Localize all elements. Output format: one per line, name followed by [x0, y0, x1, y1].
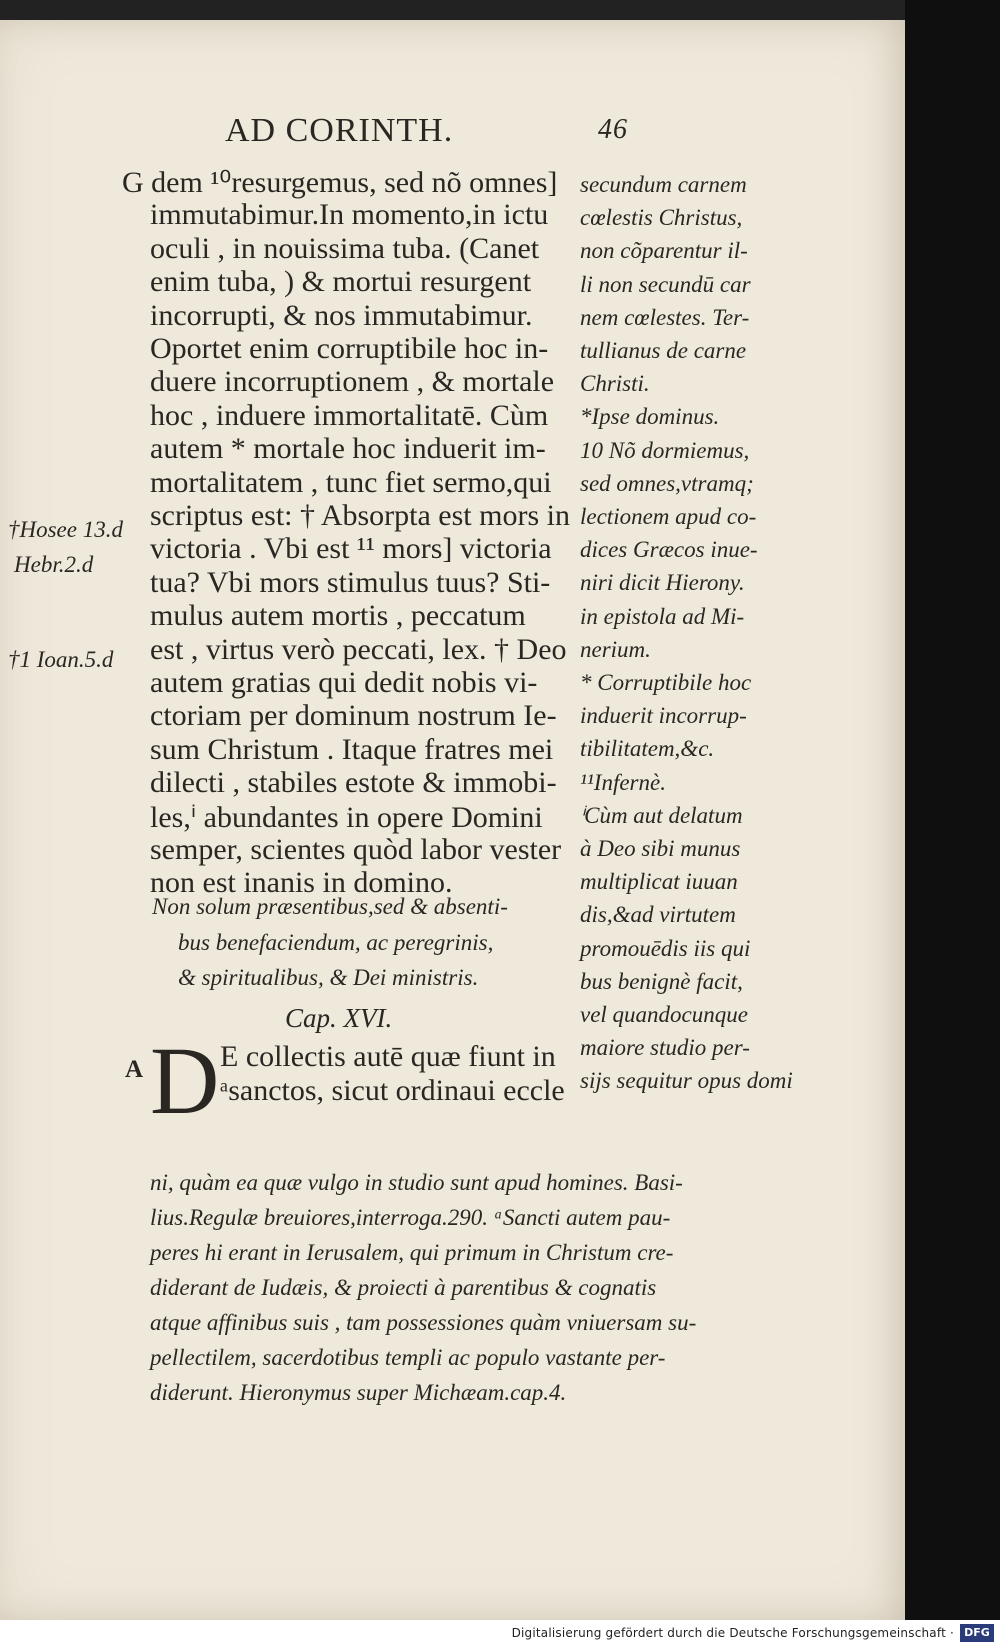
side-note-line: li non secundū car	[580, 271, 751, 297]
side-note-line: niri dicit Hierony.	[580, 570, 745, 596]
side-note-line: cœlestis Christus,	[580, 205, 743, 231]
main-text-line: semper, scientes quòd labor vester	[150, 833, 562, 866]
running-header-title: AD CORINTH.	[225, 112, 454, 149]
main-text-line: mulus autem mortis , peccatum	[150, 599, 526, 633]
side-note-line: non cõparentur il-	[580, 238, 748, 264]
side-note-line: vel quandocunque	[580, 1002, 748, 1027]
bottom-note-line: peres hi erant in Ierusalem, qui primum in Christum cre-	[150, 1240, 674, 1265]
main-text-line: autem gratias qui dedit nobis vi-	[150, 666, 538, 699]
side-note-line: multiplicat iuuan	[580, 869, 738, 895]
book-page	[0, 20, 905, 1620]
main-text-line: G dem ¹⁰resurgemus, sed nõ omnes]	[122, 166, 558, 199]
scan-right-border	[905, 0, 1000, 1620]
main-text-line: ctoriam per dominum nostrum Ie-	[150, 699, 557, 733]
side-note-line: secundum carnem	[580, 172, 747, 197]
side-note-line: dis,&ad virtutem	[580, 902, 736, 928]
bottom-note-line: ni, quàm ea quæ vulgo in studio sunt apud homines. Basi-	[150, 1170, 683, 1195]
side-note-line: in epistola ad Mi-	[580, 603, 745, 629]
chapter-line-2: ᵃsanctos, sicut ordinaui eccle	[220, 1074, 565, 1107]
margin-ref-hebrews: Hebr.2.d	[14, 552, 94, 577]
main-text-line: dilecti , stabiles estote & immobi-	[150, 766, 557, 800]
bottom-note-line: lius.Regulæ breuiores,interroga.290. ᵃSancti autem pau-	[150, 1205, 671, 1230]
side-note-line: ¹¹Infernè.	[580, 769, 666, 795]
main-text-line: immutabimur.In momento,in ictu	[150, 198, 549, 232]
side-note-line: bus benignè facit,	[580, 968, 743, 994]
main-text-line: scriptus est: † Absorpta est mors in	[150, 499, 570, 532]
side-note-line: * Corruptibile hoc	[580, 670, 752, 695]
main-text-line: oculi , in nouissima tuba. (Canet	[150, 231, 540, 265]
bottom-note-line: atque affinibus suis , tam possessiones quàm vniuersam su-	[150, 1310, 697, 1335]
drop-capital: D	[150, 1027, 220, 1134]
bottom-note-line: diderant de Iudæis, & proiecti à parentibus & cognatis	[150, 1275, 657, 1300]
side-note-line: nerium.	[580, 636, 651, 662]
main-text-line: autem * mortale hoc induerit im-	[150, 432, 546, 466]
side-note-line: promouēdis iis qui	[580, 935, 751, 961]
side-note-line: 10 Nõ dormiemus,	[580, 437, 750, 463]
main-text-line: les,ⁱ abundantes in opere Domini	[150, 800, 543, 834]
main-text-line: est , virtus verò peccati, lex. † Deo	[150, 632, 567, 666]
side-note-line: nem cœlestes. Ter-	[580, 304, 750, 330]
side-note-line: à Deo sibi munus	[580, 836, 741, 861]
bottom-note-line: diderunt. Hieronymus super Michæam.cap.4.	[150, 1380, 567, 1405]
main-text-line: Oportet enim corruptibile hoc in-	[150, 332, 549, 365]
footer-credit: Digitalisierung gefördert durch die Deutsche Forschungsgemeinschaft ·	[511, 1626, 954, 1640]
summary-line: bus benefaciendum, ac peregrinis,	[178, 929, 494, 955]
side-note-line: ⁱCùm aut delatum	[580, 802, 743, 828]
footer-bar	[0, 1620, 1000, 1649]
margin-ref-john: †1 Ioan.5.d	[8, 647, 114, 672]
chapter-line-1: E collectis autē quæ fiunt in	[220, 1040, 556, 1073]
scan-top-border	[0, 0, 1000, 22]
main-text-line: non est inanis in domino.	[150, 866, 453, 900]
side-note-line: sijs sequitur opus domi	[580, 1068, 793, 1094]
summary-line: & spiritualibus, & Dei ministris.	[178, 965, 479, 990]
margin-ref-hosea: †Hosee 13.d	[8, 517, 123, 542]
main-text-line: mortalitatem , tunc fiet sermo,qui	[150, 465, 552, 499]
chapter-heading: Cap. XVI.	[285, 1003, 393, 1033]
side-note-line: induerit incorrup-	[580, 703, 747, 729]
main-text-line: tua? Vbi mors stimulus tuus? Sti-	[150, 565, 551, 599]
side-note-line: Christi.	[580, 371, 650, 397]
bottom-note-line: pellectilem, sacerdotibus templi ac populo vastante per-	[150, 1345, 666, 1370]
side-note-line: sed omnes,vtramq;	[580, 470, 754, 496]
main-text-line: hoc , induere immortalitatē. Cùm	[150, 398, 549, 432]
section-letter: A	[125, 1056, 144, 1083]
side-note-line: tibilitatem,&c.	[580, 736, 715, 762]
main-text-line: enim tuba, ) & mortui resurgent	[150, 265, 532, 299]
main-text-line: victoria . Vbi est ¹¹ mors] victoria	[150, 532, 552, 566]
side-note-line: maiore studio per-	[580, 1035, 750, 1061]
side-note-line: *Ipse dominus.	[580, 404, 720, 430]
summary-line: Non solum præsentibus,sed & absenti-	[152, 894, 508, 919]
side-note-line: lectionem apud co-	[580, 504, 757, 529]
dfg-logo: DFG	[960, 1624, 994, 1642]
side-note-line: dices Græcos inue-	[580, 537, 758, 563]
main-text-line: duere incorruptionem , & mortale	[150, 365, 555, 399]
main-text-line: incorrupti, & nos immutabimur.	[150, 298, 533, 332]
page-number: 46	[598, 114, 628, 145]
main-text-line: sum Christum . Itaque fratres mei	[150, 732, 554, 766]
side-note-line: tullianus de carne	[580, 338, 747, 363]
